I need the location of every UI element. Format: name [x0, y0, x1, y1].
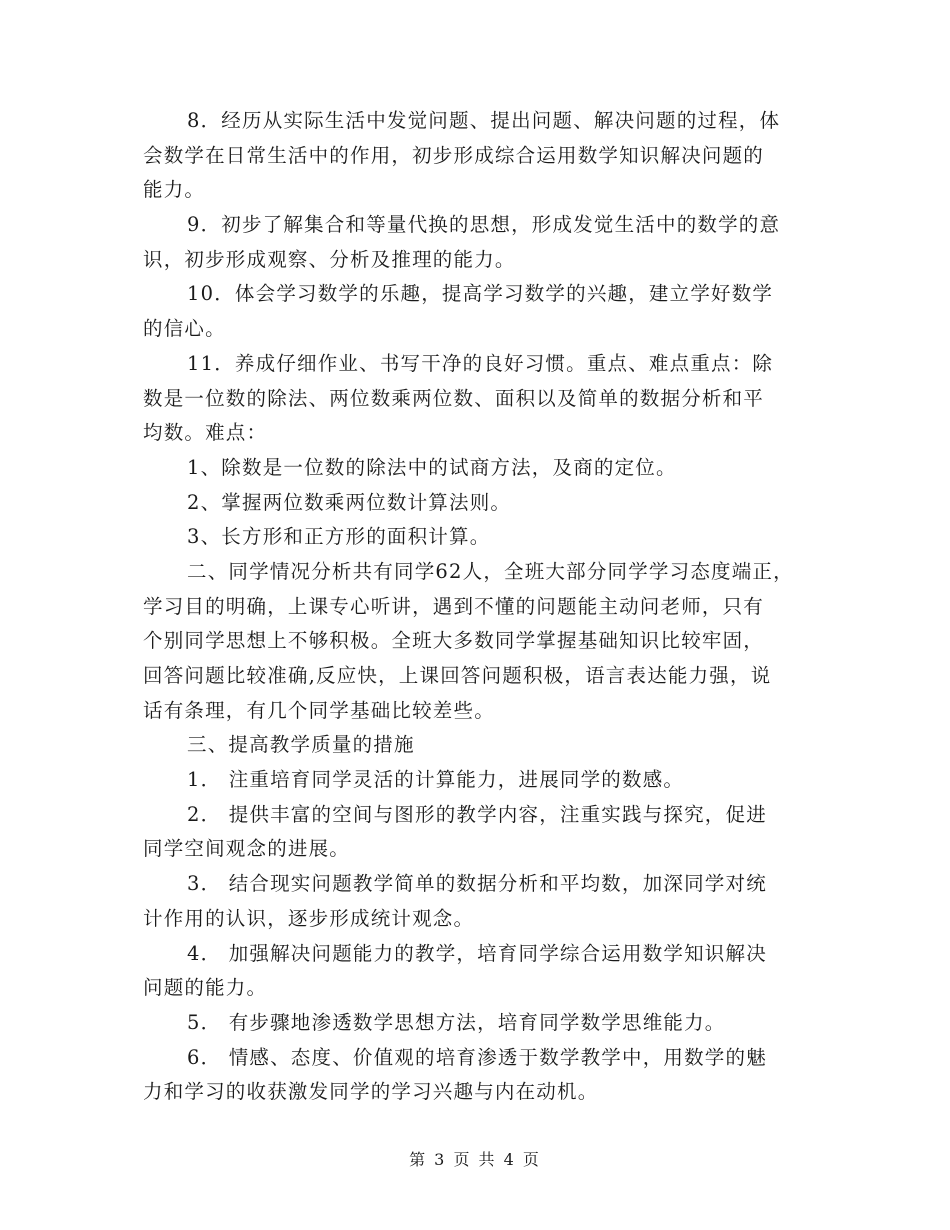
text-line: 3、长方形和正方形的面积计算。	[187, 525, 491, 549]
text-line: 6． 情感、态度、价值观的培育渗透于数学教学中，用数学的魅	[187, 1045, 767, 1069]
text-line: 数是一位数的除法、两位数乘两位数、面积以及简单的数据分析和平	[143, 386, 765, 410]
text-line: 回答问题比较准确,反应快，上课回答问题积极，语言表达能力强，说	[143, 664, 772, 687]
text-line: 学习目的明确，上课专心听讲，遇到不懂的问题能主动问老师，只有	[143, 594, 765, 618]
text-line: 会数学在日常生活中的作用，初步形成综合运用数学知识解决问题的	[143, 143, 765, 167]
text-line: 二、同学情况分析共有同学62人，全班大部分同学学习态度端正，	[187, 559, 794, 583]
text-line: 11．养成仔细作业、书写干净的良好习惯。重点、难点重点：除	[187, 351, 774, 375]
text-line: 4． 加强解决问题能力的教学，培育同学综合运用数学知识解决	[187, 941, 767, 965]
text-line: 3． 结合现实问题教学简单的数据分析和平均数，加深同学对统	[187, 872, 767, 896]
text-line: 5． 有步骤地渗透数学思想方法，培育同学数学思维能力。	[187, 1010, 726, 1034]
text-line: 能力。	[143, 178, 206, 202]
text-line: 识，初步形成观察、分析及推理的能力。	[143, 247, 516, 271]
text-line: 均数。难点：	[143, 421, 268, 445]
page-number-footer: 第 3 页 共 4 页	[409, 1150, 541, 1169]
text-line: 8．经历从实际生活中发觉问题、提出问题、解决问题的过程，体	[187, 109, 781, 132]
text-line: 2． 提供丰富的空间与图形的教学内容，注重实践与探究，促进	[187, 802, 767, 826]
document-body	[143, 104, 815, 1110]
text-line: 问题的能力。	[143, 976, 268, 1000]
text-line: 个别同学思想上不够积极。全班大多数同学掌握基础知识比较牢固，	[143, 629, 765, 653]
text-line: 计作用的认识，逐步形成统计观念。	[143, 906, 475, 930]
text-line: 的信心。	[143, 317, 226, 341]
text-line: 话有条理，有几个同学基础比较差些。	[143, 698, 495, 722]
text-line: 三、提高教学质量的措施	[187, 733, 415, 757]
text-line: 力和学习的收获激发同学的学习兴趣与内在动机。	[143, 1080, 599, 1104]
text-line: 1、除数是一位数的除法中的试商方法，及商的定位。	[187, 455, 677, 479]
text-line: 2、掌握两位数乘两位数计算法则。	[187, 490, 512, 514]
text-line: 10．体会学习数学的乐趣，提高学习数学的兴趣，建立学好数学	[187, 282, 774, 306]
text-line: 同学空间观念的进展。	[143, 837, 351, 861]
text-line: 1． 注重培育同学灵活的计算能力，进展同学的数感。	[187, 768, 685, 792]
text-line: 9．初步了解集合和等量代换的思想，形成发觉生活中的数学的意	[187, 213, 781, 237]
